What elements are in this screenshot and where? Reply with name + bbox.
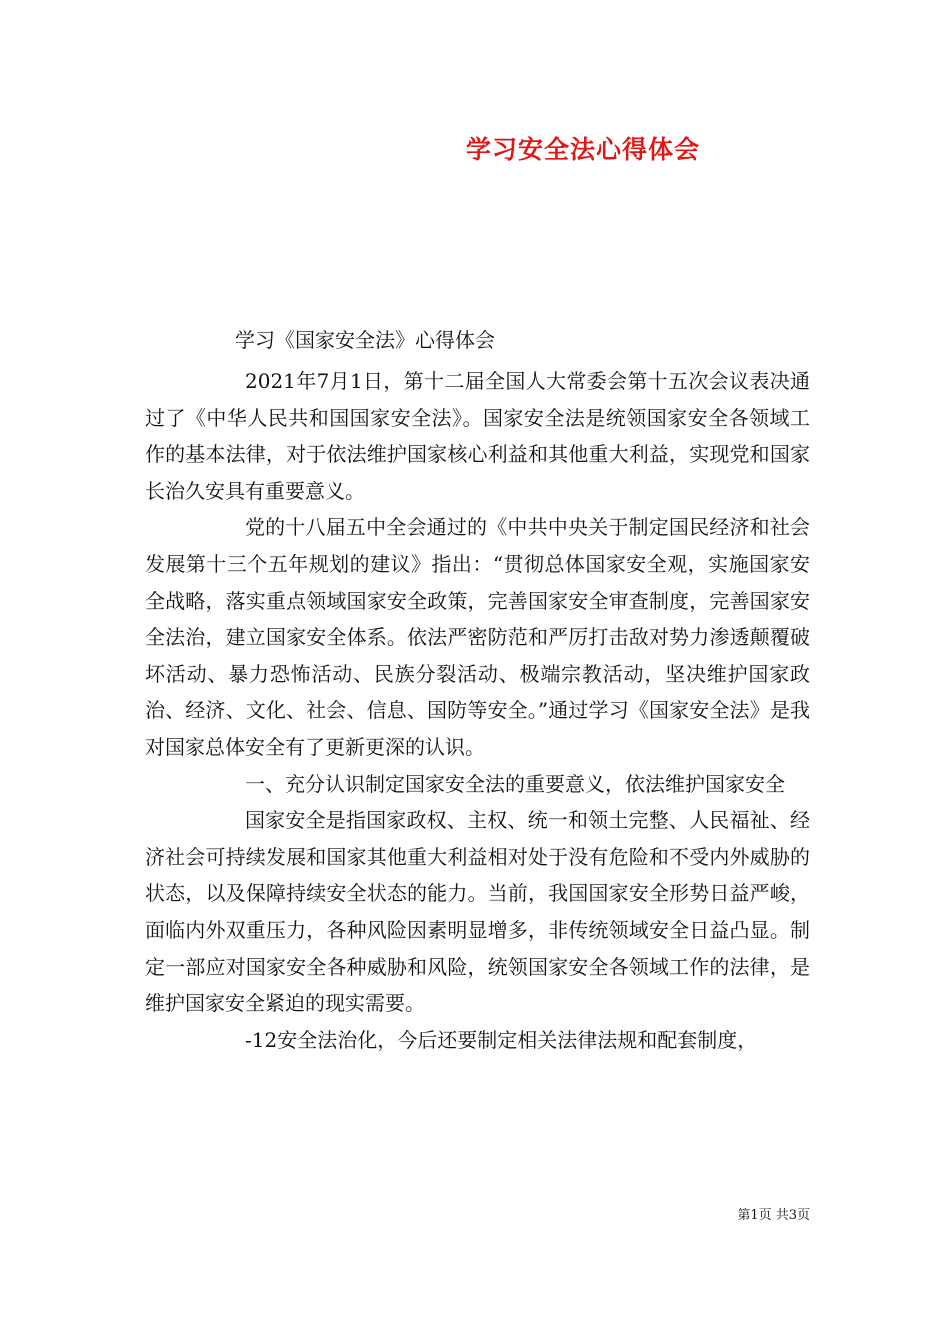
paragraph: 国家安全是指国家政权、主权、统一和领土完整、人民福祉、经济社会可持续发展和国家其他重大利益相对处于没有危险和不受内外威胁的状态，以及保障持续安全状态的能力。当前，我国国家安全形势日益严峻，面临内外双重压力，各种风险因素明显增多，非传统领域安全日益凸显。制定一部应对国家安全各种威胁和风险，统领国家安全各领域工作的法律，是维护国家安全紧迫的现实需要。 xyxy=(145,808,810,1016)
paragraph: -12安全法治化，今后还要制定相关法律法规和配套制度， xyxy=(245,1027,758,1052)
document-title: 学习安全法心得体会 xyxy=(465,135,700,164)
paragraph: 党的十八届五中全会通过的《中共中央关于制定国民经济和社会发展第十三个五年规划的建议》指出：“贯彻总体国家安全观，实施国家安全战略，落实重点领域国家安全政策，完善国家安全审查制度，完善国家安全法治，建立国家安全体系。依法严密防范和严厉打击敌对势力渗透颠覆破坏活动、暴力恐怖活动、民族分裂活动、极端宗教活动，坚决维护国家政治、经济、文化、社会、信息、国防等安全。”通过学习《国家安全法》是我对国家总体安全有了更新更深的认识。 xyxy=(145,515,810,759)
paragraph: 2021年7月1日，第十二届全国人大常委会第十五次会议表决通过了《中华人民共和国国家安全法》。国家安全法是统领国家安全各领域工作的基本法律，对于依法维护国家核心利益和其他重大利益，实现党和国家长治久安具有重要意义。 xyxy=(145,369,810,503)
section-heading: 一、充分认识制定国家安全法的重要意义，依法维护国家安全 xyxy=(245,771,785,796)
page-number: 第1页 共3页 xyxy=(737,1208,810,1223)
document-subtitle: 学习《国家安全法》心得体会 xyxy=(235,328,495,352)
document-body xyxy=(145,363,810,1058)
